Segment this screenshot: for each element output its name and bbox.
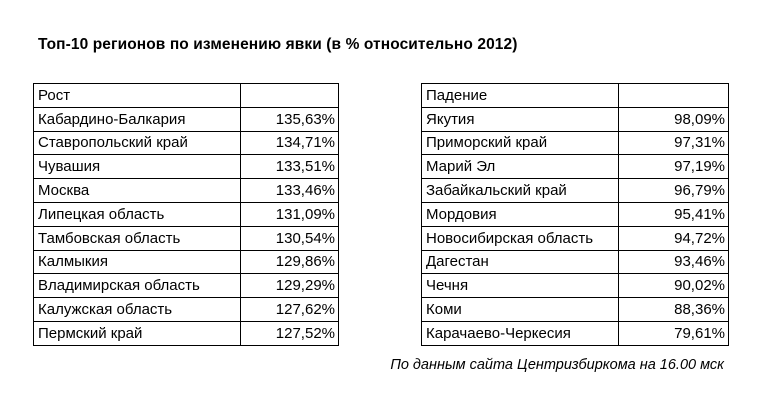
table-row	[422, 107, 729, 131]
table-row	[422, 179, 729, 203]
growth-header-value	[241, 84, 339, 108]
table-row	[34, 179, 339, 203]
turnout-change: 79,61%	[619, 321, 729, 345]
region-name: Москва	[34, 179, 241, 203]
table-row	[34, 250, 339, 274]
region-name: Мордовия	[422, 202, 619, 226]
table-row	[34, 155, 339, 179]
table-row	[422, 274, 729, 298]
region-name: Липецкая область	[34, 202, 241, 226]
growth-table	[33, 83, 339, 346]
turnout-change: 93,46%	[619, 250, 729, 274]
region-name: Чечня	[422, 274, 619, 298]
decline-header: Падение	[422, 84, 619, 108]
region-name: Чувашия	[34, 155, 241, 179]
region-name: Пермский край	[34, 321, 241, 345]
region-name: Коми	[422, 298, 619, 322]
table-row	[422, 226, 729, 250]
turnout-change: 96,79%	[619, 179, 729, 203]
turnout-change: 98,09%	[619, 107, 729, 131]
table-header-row	[34, 84, 339, 108]
region-name: Калужская область	[34, 298, 241, 322]
turnout-change: 94,72%	[619, 226, 729, 250]
table-header-row	[422, 84, 729, 108]
turnout-change: 134,71%	[241, 131, 339, 155]
region-name: Марий Эл	[422, 155, 619, 179]
region-name: Карачаево-Черкесия	[422, 321, 619, 345]
table-row	[34, 298, 339, 322]
region-name: Калмыкия	[34, 250, 241, 274]
table-row	[422, 250, 729, 274]
table-row	[34, 131, 339, 155]
table-row	[34, 107, 339, 131]
growth-header: Рост	[34, 84, 241, 108]
turnout-change: 127,62%	[241, 298, 339, 322]
turnout-change: 97,31%	[619, 131, 729, 155]
turnout-change: 129,29%	[241, 274, 339, 298]
table-row	[34, 274, 339, 298]
page-title: Топ-10 регионов по изменению явки (в % относительно 2012)	[38, 36, 518, 53]
table-row	[422, 321, 729, 345]
source-note: По данным сайта Центризбиркома на 16.00 мск	[390, 357, 724, 373]
turnout-change: 135,63%	[241, 107, 339, 131]
table-row	[422, 298, 729, 322]
turnout-change: 133,46%	[241, 179, 339, 203]
turnout-change: 88,36%	[619, 298, 729, 322]
turnout-change: 133,51%	[241, 155, 339, 179]
turnout-change: 129,86%	[241, 250, 339, 274]
decline-header-value	[619, 84, 729, 108]
region-name: Новосибирская область	[422, 226, 619, 250]
decline-table	[421, 83, 729, 346]
turnout-change: 90,02%	[619, 274, 729, 298]
turnout-change: 127,52%	[241, 321, 339, 345]
region-name: Забайкальский край	[422, 179, 619, 203]
region-name: Дагестан	[422, 250, 619, 274]
table-row	[422, 202, 729, 226]
turnout-change: 131,09%	[241, 202, 339, 226]
table-row	[422, 131, 729, 155]
region-name: Приморский край	[422, 131, 619, 155]
table-row	[34, 202, 339, 226]
region-name: Ставропольский край	[34, 131, 241, 155]
turnout-change: 97,19%	[619, 155, 729, 179]
region-name: Кабардино-Балкария	[34, 107, 241, 131]
table-row	[34, 226, 339, 250]
table-row	[422, 155, 729, 179]
turnout-change: 95,41%	[619, 202, 729, 226]
table-row	[34, 321, 339, 345]
region-name: Владимирская область	[34, 274, 241, 298]
turnout-change: 130,54%	[241, 226, 339, 250]
region-name: Якутия	[422, 107, 619, 131]
region-name: Тамбовская область	[34, 226, 241, 250]
